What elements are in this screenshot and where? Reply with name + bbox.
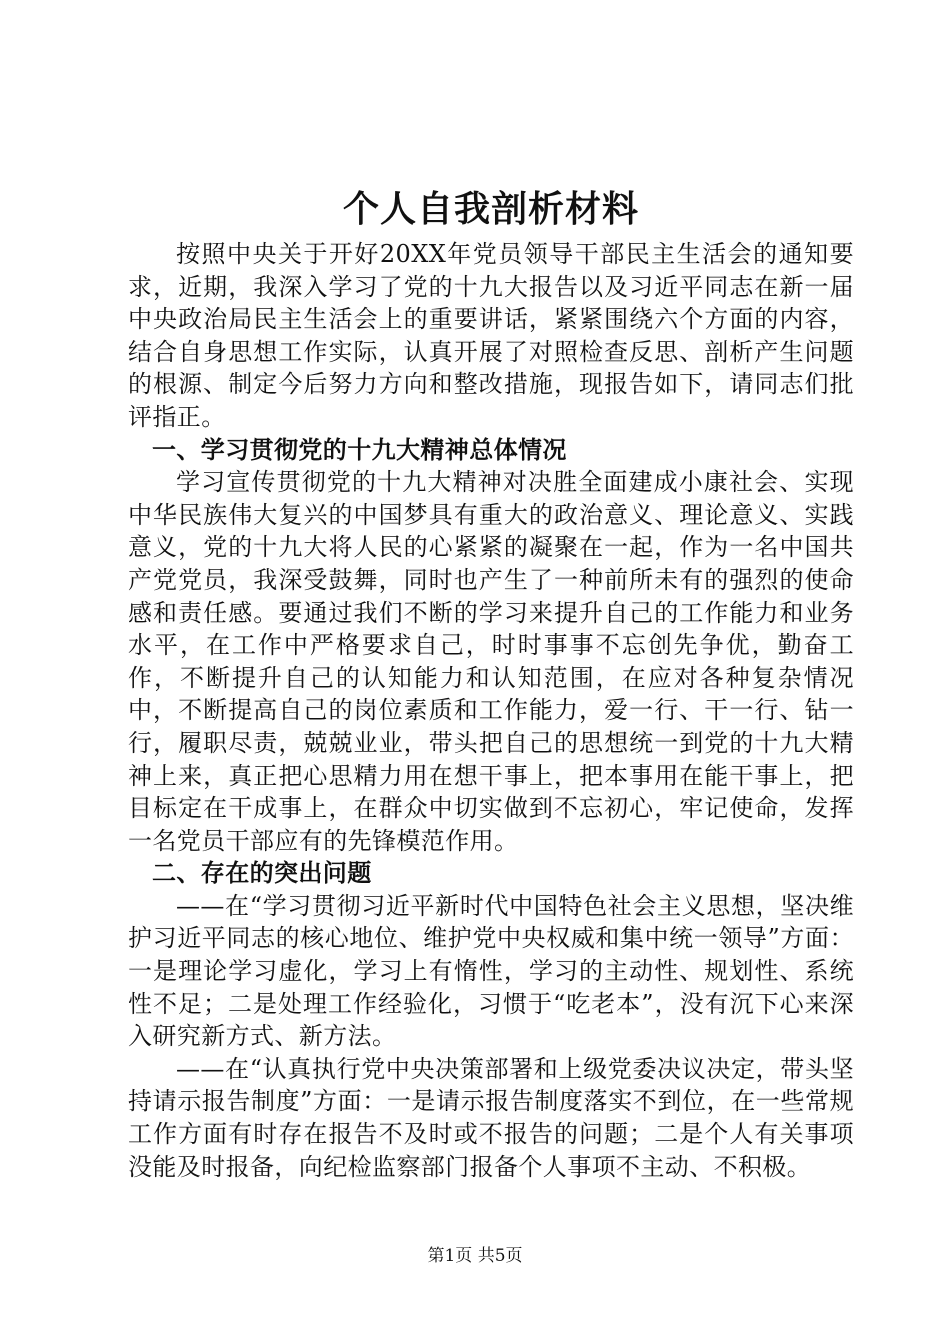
- document-title: 个人自我剖析材料: [342, 188, 639, 230]
- section-1-heading: 一、学习贯彻党的十九大精神总体情况: [152, 434, 567, 464]
- section-2-paragraph-1: ——在“学习贯彻习近平新时代中国特色社会主义思想，坚决维护习近平同志的核心地位、维护党中央权威和集中统一领导”方面：一是理论学习虚化，学习上有惰性，学习的主动性、规划性、系统性不足；二是处理工作经验化，习惯于“吃老本”，没有沉下心来深入研究新方式、新方法。: [128, 891, 854, 1051]
- section-1-paragraph: 学习宣传贯彻党的十九大精神对决胜全面建成小康社会、实现中华民族伟大复兴的中国梦具有重大的政治意义、理论意义、实践意义，党的十九大将人民的心紧紧的凝聚在一起，作为一名中国共产党党员，我深受鼓舞，同时也产生了一种前所未有的强烈的使命感和责任感。要通过我们不断的学习来提升自己的工作能力和业务水平，在工作中严格要求自己，时时事事不忘创先争优，勤奋工作，不断提升自己的认知能力和认知范围，在应对各种复杂情况中，不断提高自己的岗位素质和工作能力，爱一行、干一行、钻一行，履职尽责，兢兢业业，带头把自己的思想统一到党的十九大精神上来，真正把心思精力用在想干事上，把本事用在能干事上，把目标定在干成事上，在群众中切实做到不忘初心，牢记使命，发挥一名党员干部应有的先锋模范作用。: [128, 468, 854, 855]
- section-2-heading: 二、存在的突出问题: [152, 858, 372, 888]
- page-footer: 第1页 共5页: [427, 1246, 523, 1266]
- document-body: [128, 180, 854, 1183]
- section-2-paragraph-2: ——在“认真执行党中央决策部署和上级党委决议决定，带头坚持请示报告制度”方面：一是请示报告制度落实不到位，在一些常规工作方面有时存在报告不及时或不报告的问题；二是个人有关事项没能及时报备，向纪检监察部门报备个人事项不主动、不积极。: [128, 1054, 854, 1181]
- intro-paragraph: 按照中央关于开好20XX年党员领导干部民主生活会的通知要求，近期，我深入学习了党的十九大报告以及习近平同志在新一届中央政治局民主生活会上的重要讲话，紧紧围绕六个方面的内容，结合自身思想工作实际，认真开展了对照检查反思、剖析产生问题的根源、制定今后努力方向和整改措施，现报告如下，请同志们批评指正。: [128, 240, 854, 431]
